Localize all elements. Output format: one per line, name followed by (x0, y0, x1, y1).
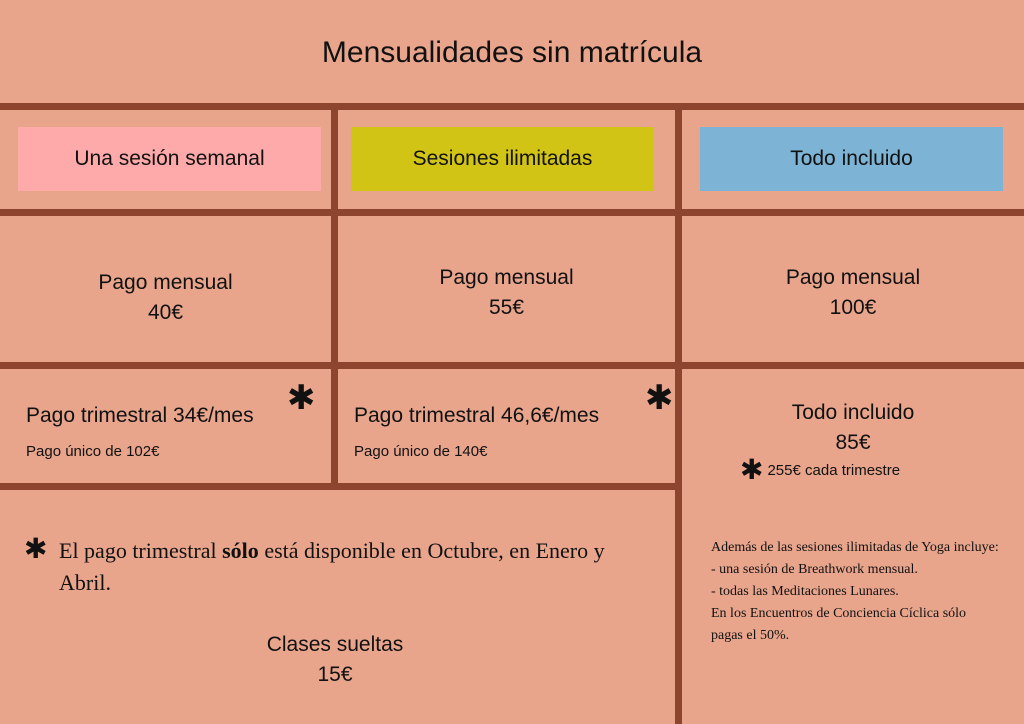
asterisk-icon: ✱ (24, 533, 48, 564)
quarterly-total-weekly: Pago único de 102€ (26, 443, 160, 460)
details-footer: En los Encuentros de Conciencia Cíclica sólo pagas el 50%. (711, 606, 967, 643)
all-included-details (711, 537, 1001, 647)
quarterly-label-unlimited: Pago trimestral 46,6€/mes (354, 404, 600, 427)
plan-header-unlimited (351, 127, 654, 191)
quarterly-total: 255€ cada trimestre (767, 461, 901, 479)
single-classes-label: Clases sueltas (266, 633, 404, 656)
quarterly-total-unlimited: Pago único de 140€ (354, 443, 488, 460)
divider-col-2 (675, 103, 682, 724)
details-item: - todas las Meditaciones Lunares. (711, 584, 899, 599)
divider-header (0, 209, 1024, 216)
plan-name: Todo incluido (790, 147, 913, 170)
details-intro: Además de las sesiones ilimitadas de Yoga incluye: (711, 540, 999, 555)
monthly-price: 100€ (829, 296, 877, 319)
quarterly-availability-note (59, 535, 659, 599)
asterisk-icon: ✱ (287, 379, 316, 417)
quarterly-total-all-included (740, 456, 900, 484)
page-title: Mensualidades sin matrícula (321, 36, 703, 69)
plan-header-all-included (700, 127, 1003, 191)
quarterly-cell-all-included (682, 398, 1024, 458)
note-emphasis: sólo (222, 538, 259, 563)
monthly-price: 55€ (488, 296, 525, 319)
single-classes-price: 15€ (317, 663, 353, 686)
quarterly-label: Todo incluido (791, 401, 915, 424)
monthly-label: Pago mensual (98, 271, 233, 294)
quarterly-label-weekly: Pago trimestral 34€/mes (26, 404, 254, 427)
plan-header-weekly (18, 127, 321, 191)
note-text: El pago trimestral (59, 538, 223, 563)
divider-col-1 (331, 103, 338, 490)
monthly-label: Pago mensual (785, 266, 921, 289)
monthly-label: Pago mensual (439, 266, 574, 289)
single-classes (160, 630, 510, 690)
plan-name: Una sesión semanal (74, 147, 265, 170)
monthly-cell-unlimited (338, 263, 675, 323)
plan-name: Sesiones ilimitadas (412, 147, 593, 170)
asterisk-icon: ✱ (740, 454, 764, 485)
divider-top (0, 103, 1024, 110)
monthly-price: 40€ (147, 301, 184, 324)
monthly-cell-weekly (0, 268, 331, 328)
monthly-cell-all-included (682, 263, 1024, 323)
note-text: está disponible en Octubre, en Enero y Abril. (59, 538, 605, 595)
details-item: - una sesión de Breathwork mensual. (711, 562, 918, 577)
asterisk-icon: ✱ (645, 379, 674, 417)
divider-monthly (0, 362, 1024, 369)
quarterly-price: 85€ (835, 431, 871, 454)
